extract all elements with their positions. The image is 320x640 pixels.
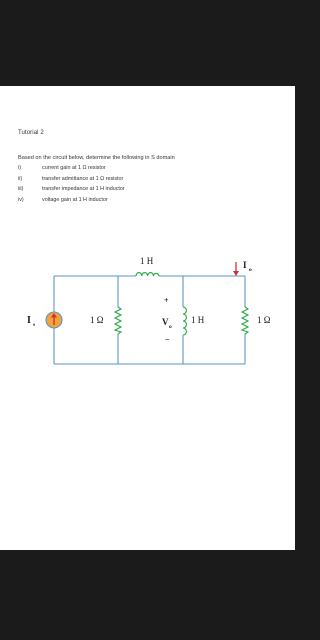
inductor-series-symbol bbox=[136, 273, 159, 276]
current-source bbox=[46, 312, 62, 328]
question-number: ii) bbox=[18, 175, 23, 182]
source-label: I bbox=[27, 315, 31, 326]
document-page bbox=[0, 86, 295, 550]
question-text: voltage gain at 1 H inductor bbox=[42, 196, 108, 203]
vo-label: V bbox=[162, 317, 169, 327]
question-text: transfer impedance at 1 H inductor bbox=[42, 186, 125, 192]
circuit-wires bbox=[54, 276, 245, 364]
shunt-inductor-label: 1 H bbox=[191, 315, 205, 325]
r2-label: 1 Ω bbox=[257, 315, 271, 325]
io-label: I bbox=[243, 260, 247, 270]
inductor-shunt-symbol bbox=[183, 307, 186, 335]
io-arrowhead-icon bbox=[233, 271, 239, 276]
resistor-r1-symbol bbox=[115, 307, 121, 334]
source-label-subscript: s bbox=[33, 322, 36, 328]
series-inductor-label: 1 H bbox=[140, 256, 154, 266]
question-text: current gain at 1 Ω resistor bbox=[42, 165, 106, 171]
resistor-r2-symbol bbox=[242, 307, 248, 334]
tutorial-title: Tutorial 2 bbox=[18, 130, 44, 136]
vo-plus-sign: + bbox=[164, 296, 169, 305]
question-number: iv) bbox=[18, 196, 24, 203]
vo-minus-sign: − bbox=[165, 335, 170, 344]
circuit-diagram bbox=[0, 86, 295, 550]
io-label-subscript: o bbox=[249, 267, 252, 273]
question-text: transfer admittance at 1 Ω resistor bbox=[42, 175, 124, 182]
vo-label-subscript: o bbox=[169, 324, 172, 330]
question-number: i) bbox=[18, 165, 21, 171]
problem-statement: Based on the circuit below, determine the following in S domain bbox=[18, 155, 175, 161]
question-number: iii) bbox=[18, 186, 24, 192]
r1-label: 1 Ω bbox=[90, 315, 104, 325]
